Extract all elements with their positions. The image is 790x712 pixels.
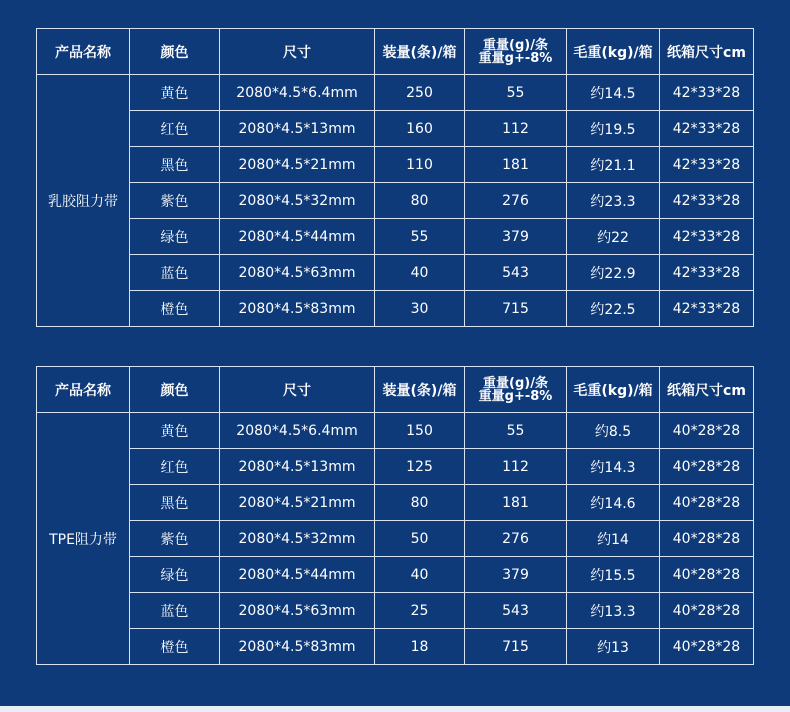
gross-cell: 约14.6 [567,485,660,521]
header-gross: 毛重(kg)/箱 [567,29,660,75]
size-cell: 2080*4.5*13mm [220,449,375,485]
weight-cell: 543 [465,255,567,291]
table-row [37,255,754,291]
gross-cell: 约19.5 [567,111,660,147]
header-color: 颜色 [130,29,220,75]
color-cell: 蓝色 [130,255,220,291]
qty-cell: 150 [375,413,465,449]
qty-cell: 55 [375,219,465,255]
weight-cell: 112 [465,449,567,485]
qty-cell: 40 [375,255,465,291]
color-cell: 橙色 [130,291,220,327]
weight-cell: 715 [465,291,567,327]
header-product: 产品名称 [37,367,130,413]
carton-cell: 40*28*28 [660,629,754,665]
color-cell: 绿色 [130,219,220,255]
weight-cell: 181 [465,485,567,521]
size-cell: 2080*4.5*83mm [220,291,375,327]
qty-cell: 40 [375,557,465,593]
gross-cell: 约22.5 [567,291,660,327]
carton-cell: 42*33*28 [660,75,754,111]
table-row [37,629,754,665]
carton-cell: 42*33*28 [660,291,754,327]
gross-cell: 约22.9 [567,255,660,291]
color-cell: 橙色 [130,629,220,665]
gross-cell: 约13.3 [567,593,660,629]
size-cell: 2080*4.5*63mm [220,255,375,291]
weight-cell: 55 [465,75,567,111]
color-cell: 紫色 [130,183,220,219]
size-cell: 2080*4.5*63mm [220,593,375,629]
header-carton: 纸箱尺寸cm [660,29,754,75]
table-row [37,219,754,255]
carton-cell: 42*33*28 [660,111,754,147]
header-qty: 装量(条)/箱 [375,367,465,413]
qty-cell: 160 [375,111,465,147]
gross-cell: 约14 [567,521,660,557]
qty-cell: 80 [375,485,465,521]
latex-band-spec-table [36,28,754,327]
table-row [37,111,754,147]
bottom-strip [0,706,790,712]
color-cell: 红色 [130,449,220,485]
header-weight-line1: 重量(g)/条 [483,37,548,53]
tpe-band-spec-table [36,366,754,665]
table-row [37,75,754,111]
size-cell: 2080*4.5*6.4mm [220,413,375,449]
header-product: 产品名称 [37,29,130,75]
weight-cell: 112 [465,111,567,147]
carton-cell: 42*33*28 [660,255,754,291]
size-cell: 2080*4.5*21mm [220,485,375,521]
weight-cell: 181 [465,147,567,183]
qty-cell: 250 [375,75,465,111]
color-cell: 红色 [130,111,220,147]
table-row [37,521,754,557]
qty-cell: 110 [375,147,465,183]
size-cell: 2080*4.5*83mm [220,629,375,665]
product-name: 乳胶阻力带 [37,75,130,327]
header-qty: 装量(条)/箱 [375,29,465,75]
table-row [37,485,754,521]
qty-cell: 25 [375,593,465,629]
weight-cell: 379 [465,219,567,255]
gross-cell: 约23.3 [567,183,660,219]
carton-cell: 40*28*28 [660,485,754,521]
size-cell: 2080*4.5*13mm [220,111,375,147]
header-size: 尺寸 [220,367,375,413]
qty-cell: 50 [375,521,465,557]
table-row [37,413,754,449]
weight-cell: 276 [465,521,567,557]
color-cell: 绿色 [130,557,220,593]
color-cell: 黄色 [130,413,220,449]
table-row [37,557,754,593]
gross-cell: 约15.5 [567,557,660,593]
table-row [37,593,754,629]
carton-cell: 40*28*28 [660,413,754,449]
size-cell: 2080*4.5*6.4mm [220,75,375,111]
qty-cell: 18 [375,629,465,665]
product-name: TPE阻力带 [37,413,130,665]
gross-cell: 约13 [567,629,660,665]
header-size: 尺寸 [220,29,375,75]
gross-cell: 约14.3 [567,449,660,485]
gross-cell: 约22 [567,219,660,255]
size-cell: 2080*4.5*44mm [220,557,375,593]
header-weight-line2: 重量g+-8% [478,50,553,66]
weight-cell: 379 [465,557,567,593]
color-cell: 黑色 [130,485,220,521]
qty-cell: 80 [375,183,465,219]
carton-cell: 40*28*28 [660,593,754,629]
color-cell: 黑色 [130,147,220,183]
color-cell: 紫色 [130,521,220,557]
table-row [37,147,754,183]
carton-cell: 40*28*28 [660,521,754,557]
header-weight-line2: 重量g+-8% [478,388,553,404]
table-header-row [37,29,754,75]
size-cell: 2080*4.5*32mm [220,183,375,219]
carton-cell: 42*33*28 [660,183,754,219]
header-weight-line1: 重量(g)/条 [483,375,548,391]
qty-cell: 125 [375,449,465,485]
table-row [37,183,754,219]
weight-cell: 543 [465,593,567,629]
header-weight [465,29,567,75]
header-carton: 纸箱尺寸cm [660,367,754,413]
size-cell: 2080*4.5*44mm [220,219,375,255]
header-weight [465,367,567,413]
color-cell: 蓝色 [130,593,220,629]
gross-cell: 约21.1 [567,147,660,183]
size-cell: 2080*4.5*32mm [220,521,375,557]
carton-cell: 40*28*28 [660,557,754,593]
table-row [37,449,754,485]
qty-cell: 30 [375,291,465,327]
header-gross: 毛重(kg)/箱 [567,367,660,413]
weight-cell: 55 [465,413,567,449]
table-header-row [37,367,754,413]
carton-cell: 42*33*28 [660,219,754,255]
gross-cell: 约8.5 [567,413,660,449]
weight-cell: 715 [465,629,567,665]
gross-cell: 约14.5 [567,75,660,111]
carton-cell: 42*33*28 [660,147,754,183]
color-cell: 黄色 [130,75,220,111]
table-row [37,291,754,327]
carton-cell: 40*28*28 [660,449,754,485]
header-color: 颜色 [130,367,220,413]
weight-cell: 276 [465,183,567,219]
size-cell: 2080*4.5*21mm [220,147,375,183]
